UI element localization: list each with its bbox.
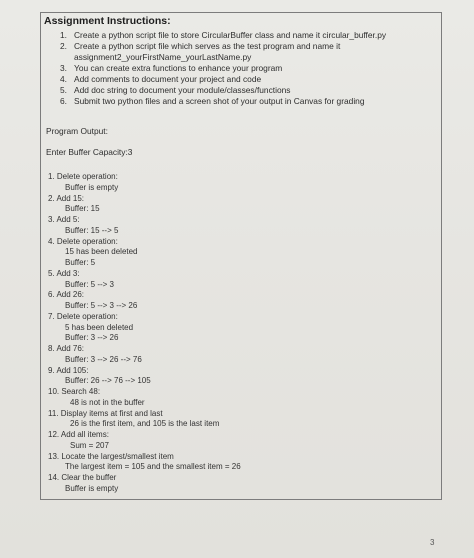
output-line: 6. Add 26: bbox=[48, 290, 85, 300]
output-line: 11. Display items at first and last bbox=[48, 408, 163, 418]
output-line: 8. Add 76: bbox=[48, 344, 85, 353]
output-line: 5 has been deleted bbox=[65, 322, 134, 332]
output-line: 2. Add 15: bbox=[48, 193, 85, 203]
assignment-heading: Assignment Instructions: bbox=[44, 15, 171, 27]
output-line: 12. Add all items: bbox=[48, 430, 109, 439]
output-line: 1. Delete operation: bbox=[48, 172, 118, 181]
output-line: 9. Add 105: bbox=[48, 365, 89, 375]
output-line: 3. Add 5: bbox=[48, 215, 80, 224]
output-line: 5. Add 3: bbox=[48, 268, 80, 278]
output-line: Buffer: 3 --> 26 --> 76 bbox=[65, 354, 142, 364]
instruction-list bbox=[60, 30, 386, 107]
output-line: 10. Search 48: bbox=[48, 387, 101, 396]
output-line: 26 is the first item, and 105 is the last item bbox=[70, 419, 220, 429]
buffer-capacity-line: Enter Buffer Capacity:3 bbox=[46, 147, 133, 157]
output-line: Buffer: 26 --> 76 --> 105 bbox=[65, 376, 151, 386]
page-number: 3 bbox=[430, 538, 435, 547]
output-line: Buffer is empty bbox=[65, 182, 119, 192]
output-line: Sum = 207 bbox=[70, 440, 109, 450]
instruction-item: 5. Add doc string to document your module/classes/functions bbox=[60, 85, 291, 95]
instruction-item: 1. Create a python script file to store CircularBuffer class and name it circular_buffer.py bbox=[60, 30, 387, 40]
instruction-item: 3. You can create extra functions to enhance your program bbox=[60, 63, 283, 73]
output-line: Buffer: 15 bbox=[65, 204, 100, 214]
output-line: Buffer: 15 --> 5 bbox=[65, 225, 119, 235]
output-line: 4. Delete operation: bbox=[48, 236, 118, 246]
instruction-item: 6. Submit two python files and a screen shot of your output in Canvas for grading bbox=[60, 96, 365, 106]
program-output-label: Program Output: bbox=[46, 126, 108, 136]
program-output-lines bbox=[48, 172, 241, 495]
output-line: 48 is not in the buffer bbox=[70, 397, 145, 407]
output-line: 14. Clear the buffer bbox=[48, 473, 117, 482]
instruction-item: assignment2_yourFirstName_yourLastName.py bbox=[74, 52, 252, 62]
output-line: Buffer: 5 --> 3 --> 26 bbox=[65, 301, 138, 310]
output-line: 13. Locate the largest/smallest item bbox=[48, 451, 174, 461]
output-line: The largest item = 105 and the smallest item = 26 bbox=[65, 462, 241, 472]
output-line: Buffer is empty bbox=[65, 483, 119, 493]
output-line: Buffer: 5 --> 3 bbox=[65, 279, 114, 289]
output-line: Buffer: 5 bbox=[65, 258, 96, 267]
instruction-item: 2. Create a python script file which serves as the test program and name it bbox=[60, 41, 341, 51]
output-line: Buffer: 3 --> 26 bbox=[65, 333, 119, 343]
instruction-item: 4. Add comments to document your project and code bbox=[60, 74, 262, 84]
output-line: 7. Delete operation: bbox=[48, 311, 118, 321]
output-line: 15 has been deleted bbox=[65, 247, 138, 257]
